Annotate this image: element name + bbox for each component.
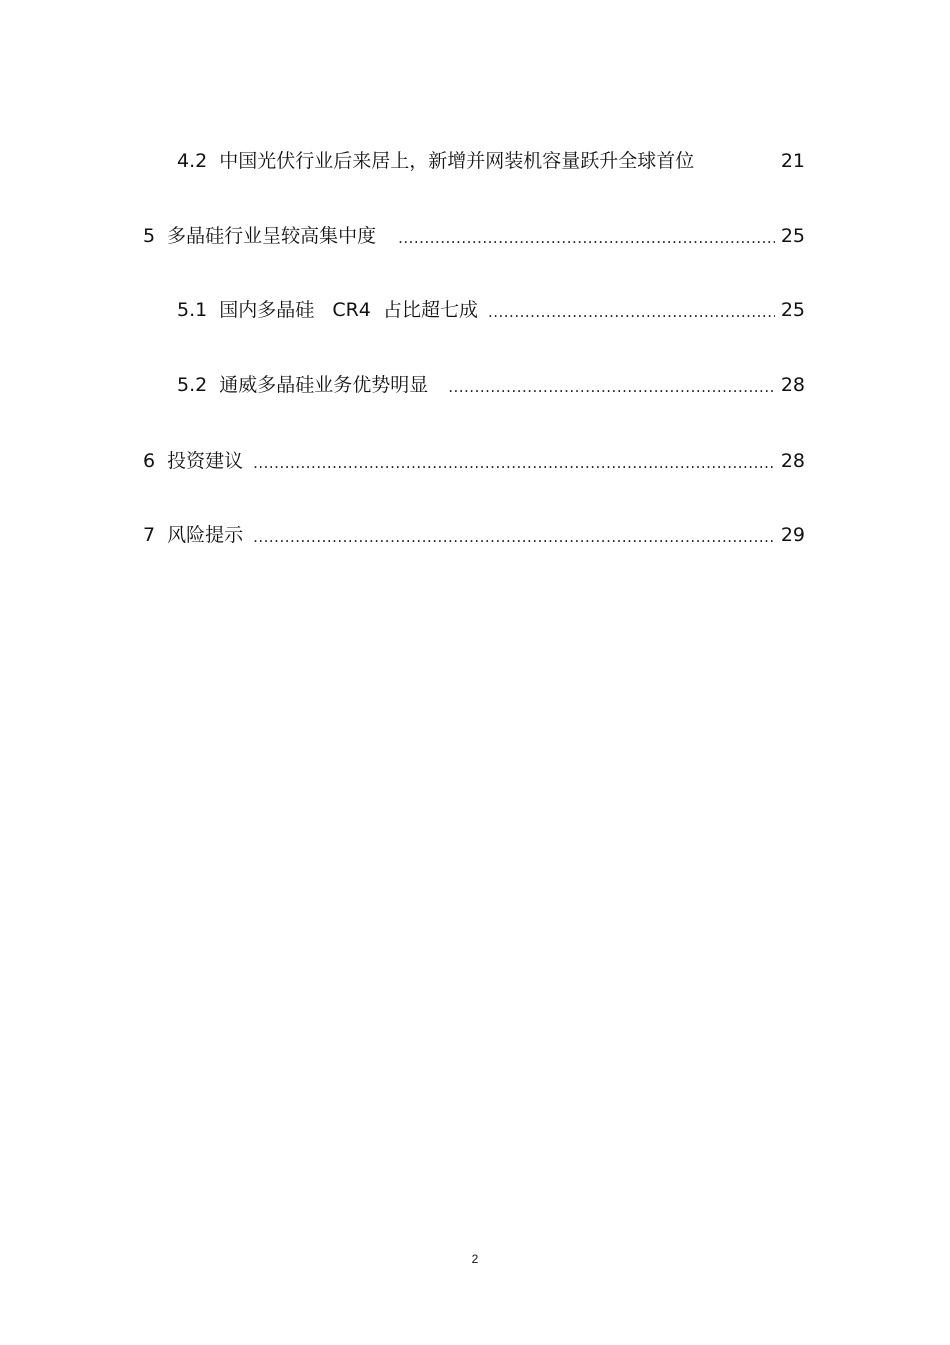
toc-entry-6[interactable] xyxy=(143,443,805,473)
toc-entry-5[interactable] xyxy=(143,218,805,248)
toc-entry-number: 5.1 xyxy=(177,299,208,321)
toc-dot-leader xyxy=(398,224,775,248)
toc-entry-title: 国内多晶硅 CR4 占比超七成 xyxy=(219,299,478,321)
toc-entry-7[interactable] xyxy=(143,517,805,547)
toc-entry-page: 21 xyxy=(780,150,805,172)
toc-entry-title: 投资建议 xyxy=(167,450,244,472)
toc-dot-leader xyxy=(704,149,775,173)
toc-entry-title: 通威多晶硅业务优势明显 xyxy=(219,374,429,396)
toc-entry-5-1[interactable] xyxy=(177,292,805,322)
toc-entry-number: 5 xyxy=(143,225,156,247)
toc-dot-leader xyxy=(253,523,775,547)
toc-entry-title: 中国光伏行业后来居上，新增并网装机容量跃升全球首位 xyxy=(219,150,695,172)
toc-entry-title: 风险提示 xyxy=(167,524,244,546)
toc-entry-page: 25 xyxy=(780,299,805,321)
toc-dot-leader xyxy=(448,373,775,397)
toc-entry-5-2[interactable] xyxy=(177,367,805,397)
toc-entry-page: 28 xyxy=(780,374,805,396)
toc-entry-number: 5.2 xyxy=(177,374,208,396)
toc-dot-leader xyxy=(488,298,775,322)
toc-entry-number: 4.2 xyxy=(177,150,208,172)
toc-dot-leader xyxy=(253,449,775,473)
toc-entry-page: 28 xyxy=(780,450,805,472)
toc-entry-number: 6 xyxy=(143,450,156,472)
toc-entry-page: 29 xyxy=(780,524,805,546)
page-number: 2 xyxy=(471,1252,479,1266)
toc-entry-number: 7 xyxy=(143,524,156,546)
toc-entry-title: 多晶硅行业呈较高集中度 xyxy=(167,225,377,247)
toc-entry-page: 25 xyxy=(780,225,805,247)
toc-entry-4-2[interactable] xyxy=(177,143,805,173)
